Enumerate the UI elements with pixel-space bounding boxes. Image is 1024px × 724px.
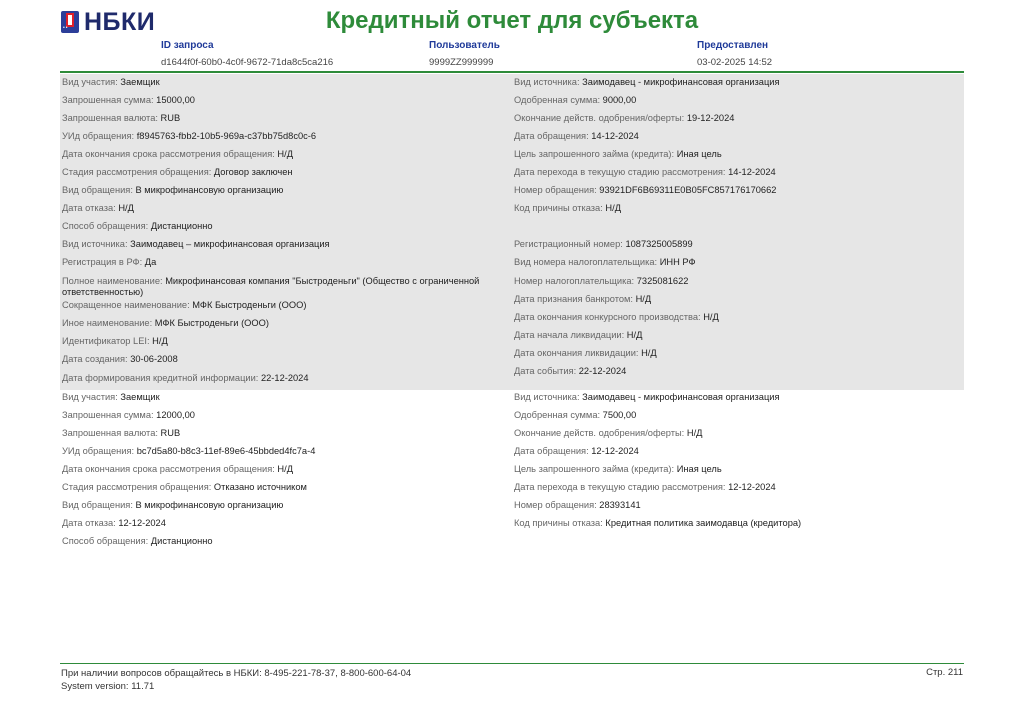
record-field xyxy=(62,300,508,311)
field-label: Дата окончания ликвидации: xyxy=(514,348,639,358)
record-field xyxy=(62,392,508,403)
field-label: Стадия рассмотрения обращения: xyxy=(62,482,212,492)
field-label: Дата начала ликвидации: xyxy=(514,330,625,340)
field-value: 12000,00 xyxy=(156,410,195,420)
request-id-value: d1644f0f-60b0-4c0f-9672-71da8c5ca216 xyxy=(161,57,334,68)
record-field xyxy=(62,373,508,384)
field-label: Идентификатор LEI: xyxy=(62,336,150,346)
field-value: 22-12-2024 xyxy=(260,373,309,383)
field-value: 1087325005899 xyxy=(625,239,693,249)
field-label: Вид источника: xyxy=(62,239,128,249)
field-label: Вид источника: xyxy=(514,392,580,402)
field-value: Н/Д xyxy=(635,294,652,304)
footer-divider xyxy=(60,663,964,664)
field-value: 12-12-2024 xyxy=(728,482,776,492)
field-label: Сокращенное наименование: xyxy=(62,300,190,310)
record-field xyxy=(514,482,962,493)
field-value: МФК Быстроденьги (ООО) xyxy=(154,318,269,328)
record-field xyxy=(514,446,962,457)
record-field xyxy=(62,336,508,347)
record-field xyxy=(514,312,962,323)
record-field xyxy=(514,131,962,142)
user-section xyxy=(429,40,500,68)
field-value: Да xyxy=(144,257,157,267)
field-label: Дата отказа: xyxy=(62,518,116,528)
field-label: Цель запрошенного займа (кредита): xyxy=(514,464,675,474)
record-field xyxy=(514,366,962,377)
request-id-label: ID запроса xyxy=(161,40,214,51)
record-field xyxy=(62,482,508,493)
field-label: Дата перехода в текущую стадию рассмотрения: xyxy=(514,167,726,177)
field-label: Запрошенная валюта: xyxy=(62,428,158,438)
footer-contact: При наличии вопросов обращайтесь в НБКИ: 8-495-221-78-37, 8-800-600-64-04 xyxy=(61,668,412,679)
record-field xyxy=(514,167,962,178)
field-label: Стадия рассмотрения обращения: xyxy=(62,167,212,177)
field-label: Дата перехода в текущую стадию рассмотрения: xyxy=(514,482,726,492)
field-value: В микрофинансовую организацию xyxy=(135,185,284,195)
record-field xyxy=(62,428,508,439)
field-label: Дата признания банкротом: xyxy=(514,294,633,304)
field-value: Иная цель xyxy=(676,464,722,474)
field-label: Цель запрошенного займа (кредита): xyxy=(514,149,675,159)
field-value: Отказано источником xyxy=(213,482,307,492)
field-value: Заимодавец - микрофинансовая организация xyxy=(582,77,780,87)
footer-info xyxy=(61,667,411,693)
record-field xyxy=(514,294,962,305)
report-title: Кредитный отчет для субъекта xyxy=(325,7,699,34)
field-value: Договор заключен xyxy=(213,167,293,177)
field-label: Окончание действ. одобрения/оферты: xyxy=(514,113,685,123)
field-value: 12-12-2024 xyxy=(118,518,166,528)
field-value: 93921DF6B69311E0B05FC857176170662 xyxy=(599,185,777,195)
field-value: В микрофинансовую организацию xyxy=(135,500,284,510)
header-divider xyxy=(60,71,964,73)
record-field xyxy=(62,221,508,232)
field-label: Одобренная сумма: xyxy=(514,95,601,105)
field-label: УИд обращения: xyxy=(62,131,135,141)
field-value: Заимодавец – микрофинансовая организация xyxy=(130,239,330,249)
field-label: Иное наименование: xyxy=(62,318,153,328)
nbki-logo-icon: •• xyxy=(61,11,79,33)
provided-value: 03-02-2025 14:52 xyxy=(697,57,773,68)
record-field xyxy=(62,410,508,421)
field-value: 19-12-2024 xyxy=(686,113,735,123)
field-value: 15000,00 xyxy=(156,95,195,105)
field-value: Заимодавец - микрофинансовая организация xyxy=(582,392,780,402)
record-field xyxy=(514,410,962,421)
field-value: 22-12-2024 xyxy=(578,366,627,376)
field-value: Н/Д xyxy=(605,203,621,213)
record-field xyxy=(62,131,508,142)
field-label: Вид участия: xyxy=(62,392,118,402)
field-label: Дата обращения: xyxy=(514,131,589,141)
field-value: RUB xyxy=(160,428,181,438)
field-label: Дата окончания конкурсного производства: xyxy=(514,312,701,322)
record-field xyxy=(62,149,508,160)
field-value: Н/Д xyxy=(686,428,703,438)
record-field xyxy=(62,185,508,196)
field-label: Полное наименование: xyxy=(62,276,163,286)
field-value: Н/Д xyxy=(641,348,657,358)
field-label: Вид обращения: xyxy=(62,185,133,195)
record-field xyxy=(62,500,508,511)
field-label: Вид участия: xyxy=(62,77,118,87)
field-label: Дата отказа: xyxy=(62,203,116,213)
record-field xyxy=(514,185,962,196)
record-field xyxy=(514,330,962,341)
field-label: Дата события: xyxy=(514,366,577,376)
field-label: Номер обращения: xyxy=(514,500,597,510)
field-value: Кредитная политика заимодавца (кредитора) xyxy=(605,518,802,528)
field-label: Регистрационный номер: xyxy=(514,239,623,249)
field-label: Запрошенная сумма: xyxy=(62,410,154,420)
field-value: 28393141 xyxy=(599,500,641,510)
record-field xyxy=(514,276,962,287)
record-field xyxy=(514,464,962,475)
logo-text: НБКИ xyxy=(84,8,156,36)
record-field xyxy=(62,77,508,88)
field-value: Н/Д xyxy=(277,464,294,474)
field-value: Н/Д xyxy=(118,203,134,213)
field-value: ИНН РФ xyxy=(659,257,696,267)
field-value: Иная цель xyxy=(676,149,722,159)
request-id-section xyxy=(161,40,333,68)
field-value: 7325081622 xyxy=(636,276,689,286)
record-field xyxy=(62,464,508,475)
field-label: Дата обращения: xyxy=(514,446,589,456)
field-value: Н/Д xyxy=(152,336,168,346)
field-value: Микрофинансовая компания "Быстроденьги" (Общество с ограниченной ответственностью) xyxy=(62,276,480,297)
field-label: Номер обращения: xyxy=(514,185,597,195)
field-label: Окончание действ. одобрения/оферты: xyxy=(514,428,685,438)
page-number: Стр. 211 xyxy=(926,667,963,678)
field-value: 14-12-2024 xyxy=(728,167,776,177)
field-value: f8945763-fbb2-10b5-969a-c37bb75d8c0c-6 xyxy=(136,131,317,141)
record-field xyxy=(62,536,508,547)
record-field xyxy=(62,354,508,365)
record-field xyxy=(62,518,508,529)
user-label: Пользователь xyxy=(429,40,500,51)
record-field xyxy=(62,276,508,298)
footer-version: System version: 11.71 xyxy=(61,681,155,692)
field-value: 12-12-2024 xyxy=(591,446,639,456)
field-value: RUB xyxy=(160,113,181,123)
record-field xyxy=(514,518,962,529)
record-field xyxy=(514,348,962,359)
provided-label: Предоставлен xyxy=(697,40,769,51)
field-label: Вид номера налогоплательщика: xyxy=(514,257,658,267)
provided-section xyxy=(697,40,772,68)
record-field xyxy=(514,203,962,214)
field-value: 14-12-2024 xyxy=(591,131,639,141)
field-label: Вид источника: xyxy=(514,77,580,87)
field-value: Заемщик xyxy=(120,77,160,87)
field-label: Дата окончания срока рассмотрения обращения: xyxy=(62,464,275,474)
field-label: Способ обращения: xyxy=(62,536,149,546)
field-value: bc7d5a80-b8c3-11ef-89e6-45bbded4fc7a-4 xyxy=(136,446,316,456)
field-label: Регистрация в РФ: xyxy=(62,257,143,267)
field-value: Н/Д xyxy=(703,312,719,322)
field-label: Запрошенная валюта: xyxy=(62,113,158,123)
user-value: 9999ZZ999999 xyxy=(429,57,494,68)
record-field xyxy=(62,203,508,214)
record-field xyxy=(62,95,508,106)
field-value: МФК Быстроденьги (ООО) xyxy=(192,300,307,310)
record-field xyxy=(514,149,962,160)
field-label: Дата окончания срока рассмотрения обращения: xyxy=(62,149,275,159)
field-value: Заемщик xyxy=(120,392,160,402)
field-value: 9000,00 xyxy=(602,95,637,105)
record-field xyxy=(514,113,962,124)
field-value: Н/Д xyxy=(277,149,294,159)
field-label: Запрошенная сумма: xyxy=(62,95,154,105)
record-field xyxy=(514,500,962,511)
field-label: Номер налогоплательщика: xyxy=(514,276,635,286)
field-label: Дата создания: xyxy=(62,354,128,364)
field-label: Код причины отказа: xyxy=(514,518,603,528)
record-field xyxy=(62,113,508,124)
record-block xyxy=(60,74,964,390)
record-field xyxy=(514,95,962,106)
record-field xyxy=(62,446,508,457)
record-field xyxy=(514,77,962,88)
record-field xyxy=(514,239,962,250)
field-label: Способ обращения: xyxy=(62,221,149,231)
field-value: 30-06-2008 xyxy=(130,354,178,364)
field-value: Н/Д xyxy=(626,330,643,340)
field-label: Одобренная сумма: xyxy=(514,410,601,420)
record-field xyxy=(62,239,508,250)
field-value: Дистанционно xyxy=(150,221,213,231)
field-label: Код причины отказа: xyxy=(514,203,603,213)
record-block xyxy=(60,391,964,561)
field-label: Дата формирования кредитной информации: xyxy=(62,373,259,383)
record-field xyxy=(514,257,962,268)
record-field xyxy=(62,318,508,329)
record-field xyxy=(62,257,508,268)
field-label: Вид обращения: xyxy=(62,500,133,510)
field-value: Дистанционно xyxy=(150,536,213,546)
record-field xyxy=(62,167,508,178)
field-value: 7500,00 xyxy=(602,410,637,420)
field-label: УИд обращения: xyxy=(62,446,135,456)
record-field xyxy=(514,428,962,439)
record-field xyxy=(514,392,962,403)
